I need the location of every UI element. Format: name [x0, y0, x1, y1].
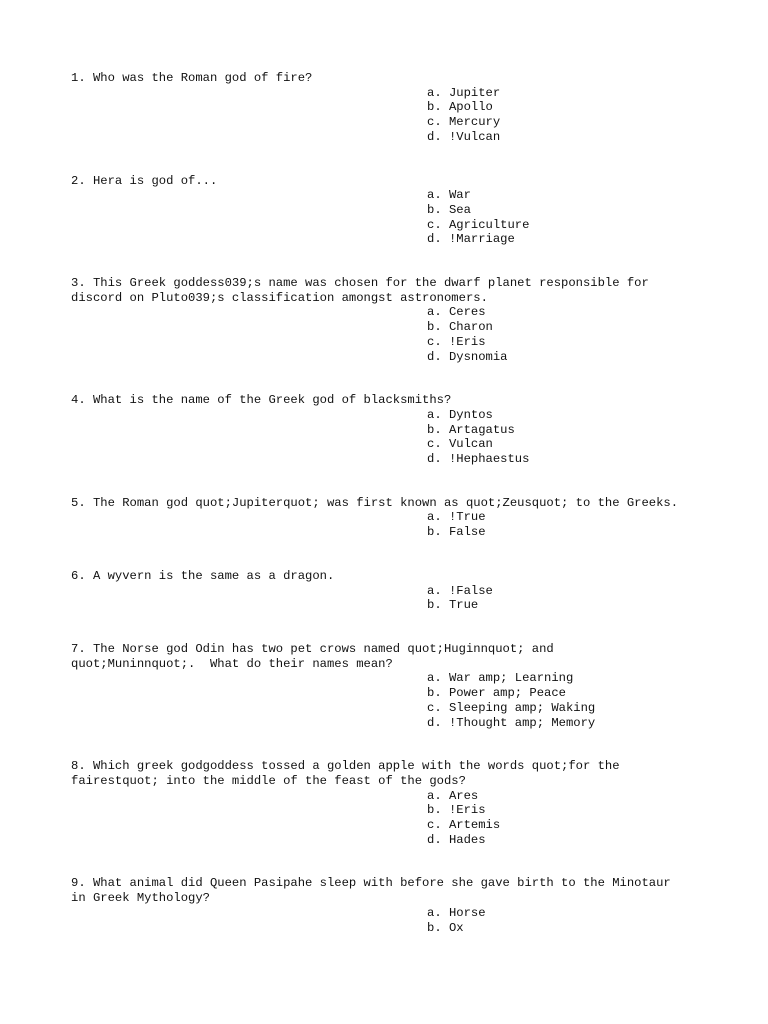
question-block [71, 174, 711, 248]
question-block [71, 642, 711, 730]
answer-option: a. Ceres [427, 305, 486, 320]
answer-option: c. Mercury [427, 115, 501, 130]
answer-option: a. !False [427, 583, 493, 598]
question-text: 7. The Norse god Odin has two pet crows named quot;Huginnquot; and quot;Muninnquot;. What do their names mean? [71, 641, 554, 671]
answer-option: d. Hades [427, 832, 486, 847]
answer-option: b. True [427, 598, 479, 613]
answer-option: d. !Vulcan [427, 129, 501, 144]
answer-option: a. Dyntos [427, 407, 493, 422]
answer-option: a. Horse [427, 905, 486, 920]
answer-options [71, 86, 711, 145]
answer-option: c. Agriculture [427, 217, 530, 232]
question-text: 6. A wyvern is the same as a dragon. [71, 568, 335, 583]
answer-options [71, 188, 711, 247]
answer-options [71, 510, 711, 539]
answer-option: a. !True [427, 510, 486, 525]
answer-option: c. !Eris [427, 334, 486, 349]
answer-option: a. War amp; Learning [427, 671, 574, 686]
answer-options [71, 789, 711, 848]
question-block [71, 393, 711, 467]
answer-options [71, 906, 711, 935]
question-text: 3. This Greek goddess039;s name was chosen for the dwarf planet responsible for discord on Pluto039;s classification amongst astronomers. [71, 276, 649, 305]
answer-option: b. Ox [427, 920, 464, 935]
answer-option: a. Ares [427, 788, 479, 803]
answer-options [71, 584, 711, 613]
answer-options [71, 671, 711, 730]
question-block [71, 876, 711, 935]
question-block [71, 759, 711, 847]
question-text: 8. Which greek godgoddess tossed a golden apple with the words quot;for the fairestquot; into the middle of the feast of the gods? [71, 759, 620, 788]
question-text: 2. Hera is god of... [71, 173, 218, 188]
answer-option: c. Sleeping amp; Waking [427, 700, 596, 715]
question-block [71, 496, 711, 540]
answer-option: d. !Thought amp; Memory [427, 715, 596, 730]
question-text: 9. What animal did Queen Pasipahe sleep with before she gave birth to the Minotaur in Greek Mythology? [71, 876, 671, 906]
answer-option: d. !Hephaestus [427, 452, 530, 467]
question-text: 5. The Roman god quot;Jupiterquot; was first known as quot;Zeusquot; to the Greeks. [71, 495, 679, 510]
answer-option: a. War [427, 188, 471, 203]
question-block [71, 71, 711, 145]
answer-option: c. Artemis [427, 818, 501, 833]
answer-option: b. Apollo [427, 100, 493, 115]
question-block [71, 569, 711, 613]
answer-option: d. Dysnomia [427, 349, 508, 364]
answer-option: d. !Marriage [427, 232, 515, 247]
answer-option: b. Sea [427, 202, 471, 217]
answer-option: b. False [427, 525, 486, 540]
question-text: 1. Who was the Roman god of fire? [71, 71, 313, 85]
answer-option: b. Artagatus [427, 422, 515, 437]
answer-option: b. !Eris [427, 803, 486, 818]
question-text: 4. What is the name of the Greek god of blacksmiths? [71, 393, 452, 408]
answer-option: c. Vulcan [427, 437, 493, 452]
answer-option: b. Charon [427, 320, 493, 335]
question-block [71, 276, 711, 364]
answer-options [71, 408, 711, 467]
answer-option: a. Jupiter [427, 85, 501, 100]
quiz-document [71, 71, 711, 964]
answer-options [71, 305, 711, 364]
answer-option: b. Power amp; Peace [427, 686, 566, 701]
